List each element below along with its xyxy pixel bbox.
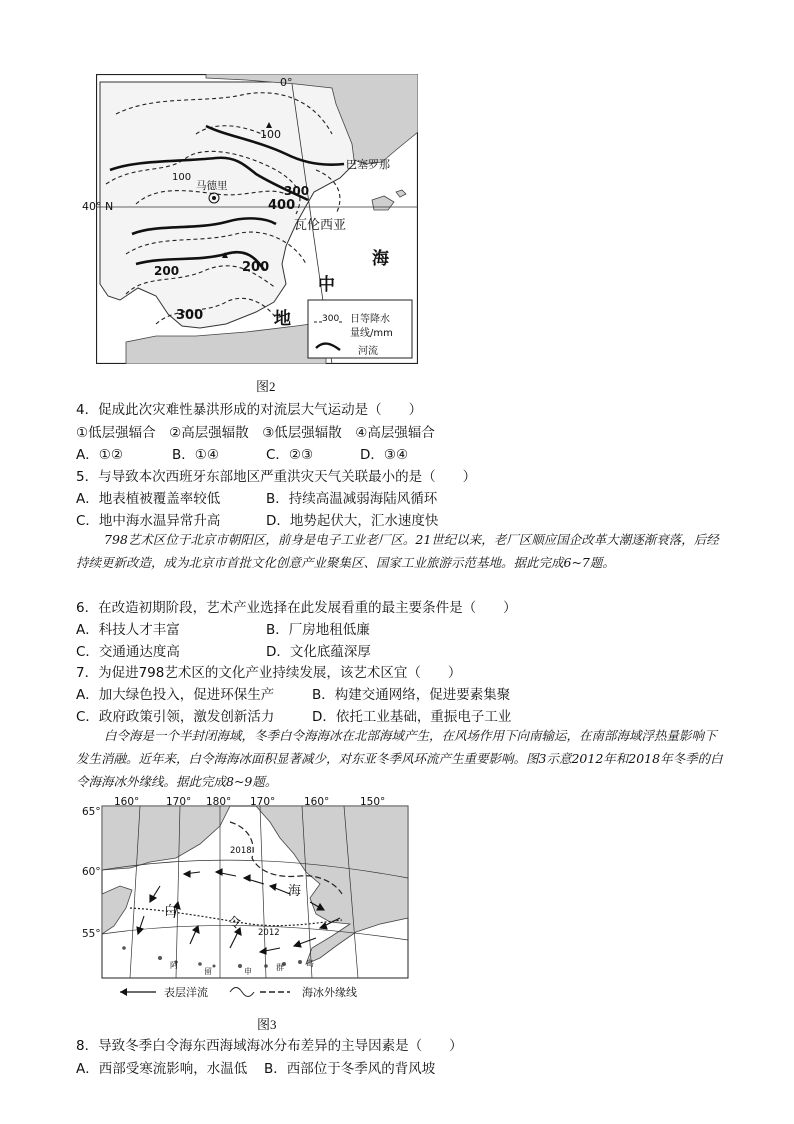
passage-bering <box>76 724 726 793</box>
lon-label-160w-2: 160° <box>304 796 330 808</box>
label-iso-200-a: 200 <box>154 264 180 278</box>
lon-label-160w: 160° <box>114 796 140 808</box>
lat-label-60: 60° <box>82 866 101 878</box>
passage-798-text: 798艺术区位于北京市朝阳区，前身是电子工业老厂区。21世纪以来，老厂区顺应国企改革大潮逐渐衰落，后经持续更新改造，成为北京市首批文化创意产业聚集区、国家工业旅游示范基地。据此完成6~7题。 <box>76 532 719 570</box>
q5-option-d: D．地势起伏大，汇水速度快 <box>266 513 439 529</box>
q5-option-c: C．地中海水温异常升高 <box>76 513 221 529</box>
q8-option-a: A．西部受寒流影响，水温低 <box>76 1061 248 1077</box>
lat-label-65: 65° <box>82 806 101 818</box>
figure-3-map <box>80 798 410 1006</box>
label-sea-hai: 海 <box>372 249 389 269</box>
label-iso-200-b: 200 <box>242 260 270 275</box>
q5-option-a: A．地表植被覆盖率较低 <box>76 491 221 507</box>
year-2012-label: 2012 <box>258 928 280 938</box>
passage-bering-text: 白令海是一个半封闭海域，冬季白令海海冰在北部海域产生，在风场作用下向南输运，在南部海域浮热量影响下发生消融。近年来，白令海海冰面积显著减少，对东亚冬季风环流产生重要影响。图3示意2012年和2018年冬季的白令海海冰外缘线。据此完成8~9题。 <box>76 728 723 789</box>
legend-isoline-label-1: 日等降水 <box>350 314 390 325</box>
lon-label-180: 180° <box>206 796 232 808</box>
legend-isoline-label-2: 量线/mm <box>350 328 393 339</box>
figure-2-caption: 图2 <box>256 379 276 394</box>
label-barcelona: 巴塞罗那 <box>346 158 390 171</box>
q6-option-d: D．文化底蕴深厚 <box>266 644 371 660</box>
label-meridian-0: 0° <box>280 76 293 89</box>
q6-option-c: C．交通通达度高 <box>76 644 180 660</box>
q8-stem: 8．导致冬季白令海东西海域海冰分布差异的主导因素是（ ） <box>76 1038 463 1054</box>
lon-label-170w: 170° <box>250 796 276 808</box>
q6-option-a: A．科技人才丰富 <box>76 622 180 638</box>
legend-ice-label: 海冰外缘线 <box>302 986 357 999</box>
legend-river-label: 河流 <box>358 346 378 357</box>
label-iso-100-a: 100 <box>260 128 281 141</box>
q5-option-b: B．持续高温减弱海陆风循环 <box>266 491 438 507</box>
legend-isoline-value: 300 <box>322 314 340 324</box>
island-char-dao: 岛 <box>306 959 314 968</box>
label-valencia: 瓦伦西亚 <box>294 218 347 233</box>
label-sea-zhong: 中 <box>318 275 335 295</box>
q4-option-a: A．①② <box>76 447 123 463</box>
island-char-shen: 申 <box>244 967 252 976</box>
figure-2-map <box>82 74 418 364</box>
q4-stem: 4．促成此次灾难性暴洪形成的对流层大气运动是（ ） <box>76 402 423 418</box>
label-sea-di: 地 <box>274 309 291 329</box>
label-iso-400: 400 <box>268 198 296 213</box>
q7-option-d: D．依托工业基础，重振电子工业 <box>312 709 512 725</box>
label-madrid: 马德里 <box>196 180 228 192</box>
sea-char-bai: 白 <box>164 904 178 919</box>
label-iso-100-b: 100 <box>172 172 192 183</box>
lon-label-170e: 170° <box>166 796 192 808</box>
label-iso-300-a: 300 <box>284 184 310 198</box>
label-iso-300-b: 300 <box>176 308 204 323</box>
passage-798 <box>76 528 726 574</box>
island-char-a: 阿 <box>170 961 178 970</box>
q4-option-d: D．③④ <box>360 447 409 463</box>
q7-option-a: A．加大绿色投入，促进环保生产 <box>76 687 275 703</box>
lat-label-55: 55° <box>82 928 101 940</box>
year-2018-label: 2018 <box>230 846 252 856</box>
q8-option-b: B．西部位于冬季风的背风坡 <box>264 1061 436 1077</box>
q6-option-b: B．厂房地租低廉 <box>266 622 370 638</box>
label-parallel-40n: 40° N <box>82 200 114 213</box>
q6-stem: 6．在改造初期阶段，艺术产业选择在此发展看重的最主要条件是（ ） <box>76 600 517 616</box>
q4-items: ①低层强辐合 ②高层强辐散 ③低层强辐散 ④高层强辐合 <box>76 425 435 441</box>
sea-char-hai: 海 <box>288 884 302 899</box>
q7-option-c: C．政府政策引领，激发创新活力 <box>76 709 275 725</box>
legend-current-label: 表层洋流 <box>164 986 208 999</box>
q4-option-b: B．①④ <box>172 447 219 463</box>
island-char-liu: 留 <box>204 967 212 976</box>
q4-option-c: C．②③ <box>266 447 314 463</box>
island-char-qun: 群 <box>276 963 284 972</box>
q7-stem: 7．为促进798艺术区的文化产业持续发展，该艺术区宜（ ） <box>76 665 462 681</box>
q7-option-b: B．构建交通网络，促进要素集聚 <box>312 687 511 703</box>
lon-label-150w: 150° <box>360 796 386 808</box>
sea-char-ling: 令 <box>228 916 242 931</box>
figure-3-caption: 图3 <box>257 1017 277 1032</box>
q5-stem: 5．与导致本次西班牙东部地区严重洪灾天气关联最小的是（ ） <box>76 469 477 485</box>
